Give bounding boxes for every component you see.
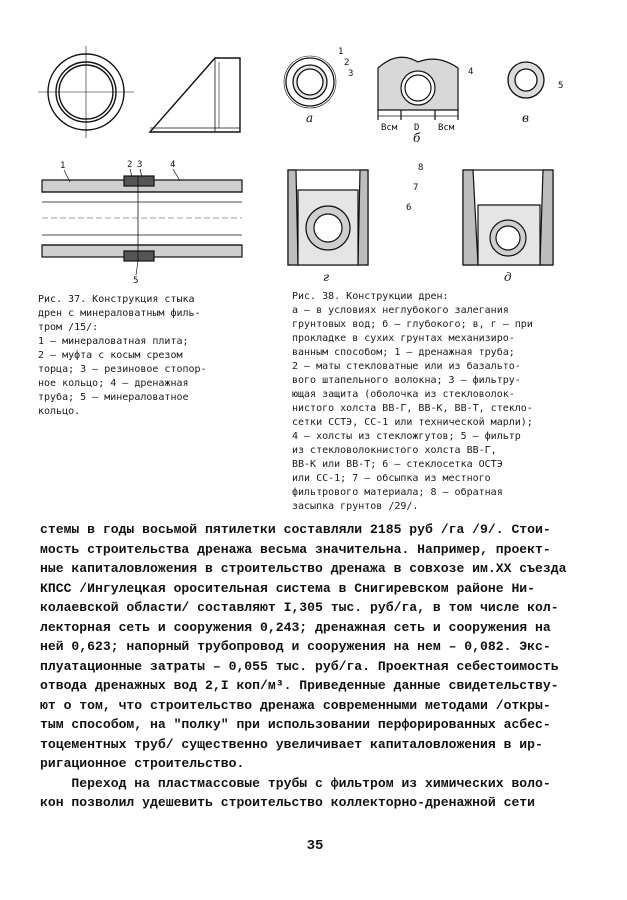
callout-8: 8 [418, 163, 424, 173]
caption-line: или СС-1; 7 – обсыпка из местного [292, 473, 491, 484]
body-line: кон позволил удешевить строительство коллекторно-дренажной сети [40, 795, 536, 810]
caption-line: нистого холста ВВ-Г, ВВ-К, ВВ-Т, стекло- [292, 403, 533, 414]
panel-label-g: г [323, 270, 330, 284]
panel-d [463, 170, 553, 265]
body-line: ют о том, что строительство дренажа современными методами /откры- [40, 697, 551, 713]
caption-line: труба; 5 – минераловатное [38, 392, 189, 403]
caption-line: вого штапельного волокна; 3 – фильтру- [292, 375, 521, 386]
dim-label-bsm-right: Bсм [438, 123, 455, 133]
body-line: ные капиталовложения в строительство дренажа в совхозе им.XX съезда [40, 561, 567, 576]
caption-line: дрен с минераловатным филь- [38, 308, 201, 319]
body-line: лекторная сеть и сооружения 0,243; дренажная сеть и сооружения на [40, 619, 551, 635]
callout-2: 2 [344, 58, 350, 68]
panel-b [378, 57, 458, 120]
panel-label-a: а [306, 111, 314, 125]
caption-line: 4 – холсты из стекложгутов; 5 – фильтр [292, 431, 521, 442]
caption-line: 2 – маты стекловатные или из базальто- [292, 361, 521, 372]
caption-line: Рис. 37. Конструкция стыка [38, 294, 195, 305]
body-line: плуатационные затраты – 0,055 тыс. руб/га. Проектная себестоимость [40, 658, 559, 674]
callout-4: 4 [468, 67, 474, 77]
body-line: мость строительства дренажа весьма значительна. Например, проект- [40, 541, 551, 557]
caption-line: 1 – минераловатная плита; [38, 336, 189, 347]
body-text [40, 520, 590, 813]
caption-line: грунтовых вод; б – глубокого; в, г – при [292, 319, 533, 330]
callout-3: 3 [348, 69, 354, 79]
callout-4: 4 [170, 160, 176, 170]
figure-38-caption [292, 290, 592, 514]
figure-38-drawing [268, 40, 588, 285]
caption-line: ванным способом; 1 – дренажная труба; [292, 347, 515, 358]
caption-line: Рис. 38. Конструкции дрен: [292, 291, 449, 302]
callout-2: 2 [127, 160, 133, 170]
figure-37-callouts [60, 160, 180, 286]
panel-label-b: б [413, 131, 421, 145]
body-line: КПСС /Ингулецкая оросительная система в Снигиревском районе Ни- [40, 580, 536, 596]
pipe-ring-section [38, 46, 134, 138]
body-line: тым способом, на "полку" при использовании перфорированных асбес- [40, 717, 551, 732]
callout-6: 6 [406, 203, 412, 213]
joint-section [42, 176, 242, 261]
caption-line: торца; 3 – резиновое стопор- [38, 364, 207, 375]
callout-3: 3 [137, 160, 143, 170]
caption-line: тром /15/: [38, 322, 99, 333]
body-line: стемы в годы восьмой пятилетки составляли 2185 руб /га /9/. Стои- [40, 522, 551, 537]
body-line: ригационное строительство. [40, 756, 245, 771]
caption-line: 2 – муфта с косым срезом [38, 350, 183, 361]
caption-line: засыпка грунтов /29/. [292, 501, 419, 512]
dim-label-d: D [414, 123, 420, 133]
panel-v [508, 62, 544, 98]
callout-5: 5 [558, 81, 564, 91]
figure-37-caption [38, 293, 268, 419]
body-line: отвода дренажных вод 2,I коп/м³. Приведенные данные свидетельству- [40, 678, 559, 693]
panel-a [284, 56, 336, 108]
panel-label-d: д [504, 270, 512, 284]
body-line: тоцементных труб/ существенно увеличивает капиталовложения в ир- [40, 736, 543, 752]
panel-g [288, 170, 368, 265]
caption-line: кольцо. [38, 406, 81, 417]
panel-label-v: в [522, 111, 529, 125]
caption-line: прокладке в сухих грунтах механизиро- [292, 333, 515, 344]
body-line: Переход на пластмассовые трубы с фильтром из химических воло- [40, 775, 551, 791]
caption-line: фильтрового материала; 8 – обратная [292, 487, 503, 498]
body-line: ней 0,623; напорный трубопровод и сооружения на нем – 0,082. Экс- [40, 639, 551, 654]
caption-line: ное кольцо; 4 – дренажная [38, 378, 189, 389]
caption-line: ющая защита (оболочка из стекловолок- [292, 389, 515, 400]
caption-line: а – в условиях неглубокого залегания [292, 305, 509, 316]
page-number: 35 [306, 838, 324, 854]
oblique-sleeve [150, 58, 240, 132]
caption-line: сетки ССТЭ, СС-1 или технической марли); [292, 417, 533, 428]
figure-37-drawing [30, 40, 260, 290]
callout-7: 7 [413, 183, 419, 193]
caption-line: из стекловолокнистого холста ВВ-Г, [292, 445, 497, 456]
caption-line: ВВ-К или ВВ-Т; 6 – стеклосетка ОСТЭ [292, 459, 503, 470]
dim-label-bsm-left: Bсм [381, 123, 398, 133]
callout-5: 5 [133, 276, 139, 286]
body-line: колаевской области/ составляют I,305 тыс. руб/га, в том числе кол- [40, 600, 559, 615]
callout-1: 1 [338, 47, 344, 57]
callout-1: 1 [60, 161, 66, 171]
